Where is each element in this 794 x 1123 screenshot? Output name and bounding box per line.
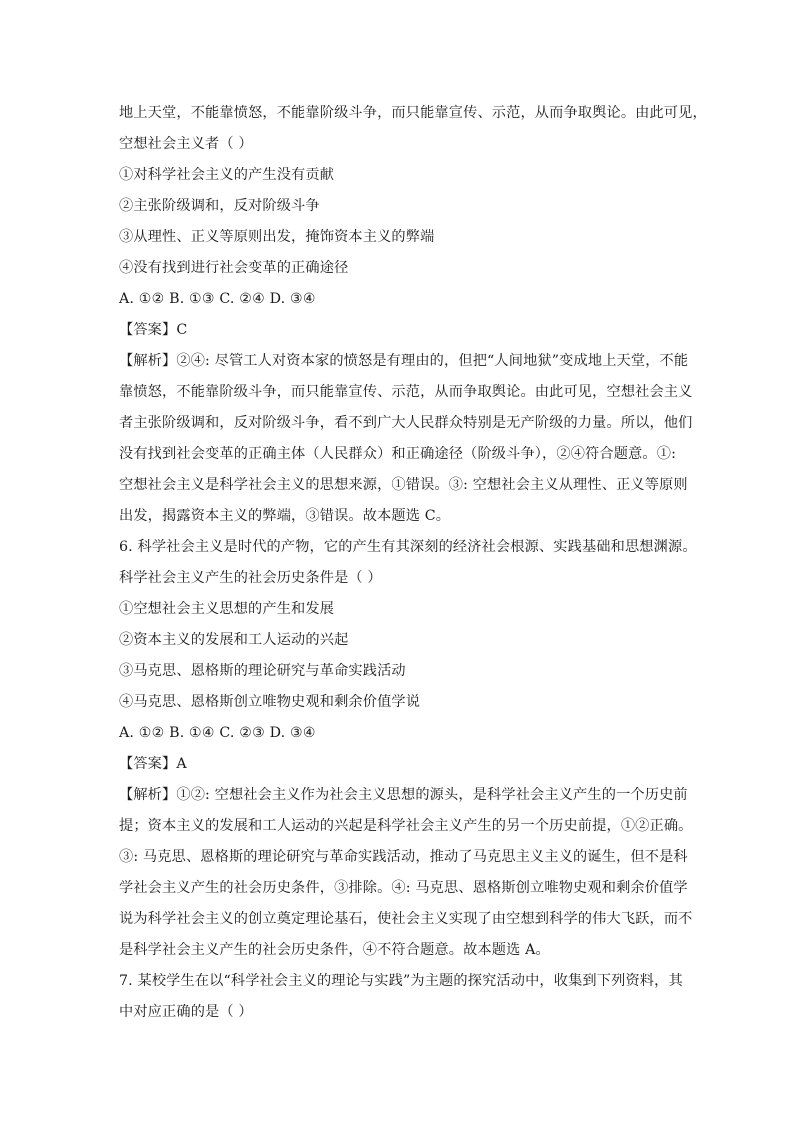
analysis-line: 出发，揭露资本主义的弊端，③错误。故本题选 C。: [119, 508, 451, 524]
question-line: 中对应正确的是（ ）: [119, 1004, 253, 1020]
option-line: ②主张阶级调和，反对阶级斗争: [119, 198, 320, 214]
answer-line: 【答案】A: [119, 756, 187, 772]
analysis-line: 【解析】①②: 空想社会主义作为社会主义思想的源头，是科学社会主义产生的一个历史前: [119, 787, 688, 803]
choices-line: A. ①② B. ①③ C. ②④ D. ③④: [119, 291, 316, 307]
text-line: 地上天堂，不能靠愤怒，不能靠阶级斗争，而只能靠宣传、示范，从而争取舆论。由此可见，: [119, 105, 707, 121]
option-line: ④马克思、恩格斯创立唯物史观和剩余价值学说: [119, 694, 421, 710]
analysis-line: 空想社会主义是科学社会主义的思想来源，①错误。③: 空想社会主义从理性、正义等原则: [119, 477, 688, 493]
option-line: ①对科学社会主义的产生没有贡献: [119, 167, 335, 183]
analysis-line: 提；资本主义的发展和工人运动的兴起是科学社会主义产生的另一个历史前提，①②正确。: [119, 818, 693, 834]
analysis-line: 靠愤怒，不能靠阶级斗争，而只能靠宣传、示范，从而争取舆论。由此可见，空想社会主义: [119, 384, 693, 400]
option-line: ③马克思、恩格斯的理论研究与革命实践活动: [119, 663, 406, 679]
answer-line: 【答案】C: [119, 322, 188, 338]
option-line: ③从理性、正义等原则出发，掩饰资本主义的弊端: [119, 229, 435, 245]
choices-line: A. ①② B. ①④ C. ②③ D. ③④: [119, 725, 316, 741]
option-line: ②资本主义的发展和工人运动的兴起: [119, 632, 349, 648]
option-line: ①空想社会主义思想的产生和发展: [119, 601, 335, 617]
analysis-line: 者主张阶级调和，反对阶级斗争，看不到广大人民群众特别是无产阶级的力量。所以，他们: [119, 415, 693, 431]
analysis-line: 学社会主义产生的社会历史条件，③排除。④: 马克思、恩格斯创立唯物史观和剩余价值学: [119, 880, 688, 896]
option-line: ④没有找到进行社会变革的正确途径: [119, 260, 349, 276]
analysis-line: 没有找到社会变革的正确主体（人民群众）和正确途径（阶级斗争），②④符合题意。①:: [119, 446, 676, 462]
question-line: 6. 科学社会主义是时代的产物，它的产生有其深刻的经济社会根源、实践基础和思想渊源。: [119, 539, 697, 555]
text-line: 空想社会主义者（ ）: [119, 136, 253, 152]
analysis-line: ③: 马克思、恩格斯的理论研究与革命实践活动，推动了马克思主义主义的诞生，但不是科: [119, 849, 688, 865]
analysis-line: 【解析】②④: 尽管工人对资本家的愤怒是有理由的，但把“人间地狱”变成地上天堂，不能: [119, 353, 689, 369]
analysis-line: 是科学社会主义产生的社会历史条件，④不符合题意。故本题选 A。: [119, 942, 550, 958]
analysis-line: 说为科学社会主义的创立奠定理论基石，使社会主义实现了由空想到科学的伟大飞跃，而不: [119, 911, 693, 927]
question-line: 7. 某校学生在以“科学社会主义的理论与实践”为主题的探究活动中，收集到下列资料，其: [119, 973, 683, 989]
question-line: 科学社会主义产生的社会历史条件是（ ）: [119, 570, 382, 586]
